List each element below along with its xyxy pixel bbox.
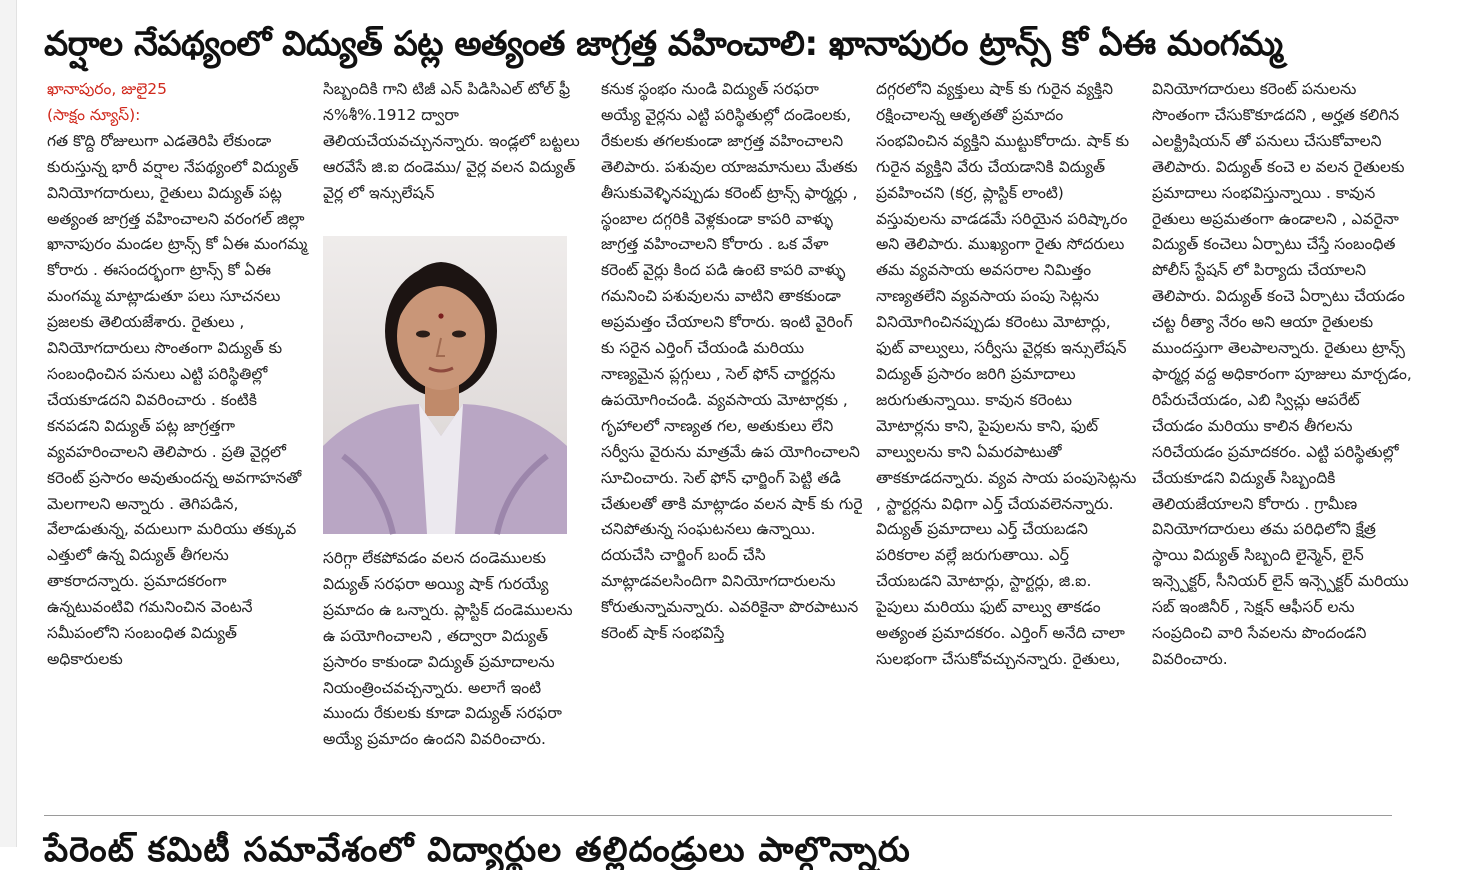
person-portrait-image — [323, 236, 567, 534]
article-divider — [44, 815, 1392, 816]
column-text-5: దగ్గరలోని వ్యక్తులు షాక్ కు గురైన వ్యక్తిని రక్షించాలన్న ఆతృతతో ప్రమాదం సంభవించిన వ్యక్తిని ముట్టుకోరాదు. షాక్ కు గురైన వ్యక్తిని వేరు చేయడానికి విద్యుత్ ప్రవహించని (కర్ర, ప్లాస్టిక్ లాంటి) వస్తువులను వాడడమే సరియైన పరిష్కారం అని తెలిపారు. ముఖ్యంగా రైతు సోదరులు తమ వ్యవసాయ అవసరాల నిమిత్తం నాణ్యతలేని వ్యవసాయ పంపు సెట్లను వినియోగించినప్పుడు కరెంటు మోటార్లు, ఫుట్ వాల్వులు, సర్వీసు వైర్లకు ఇన్సులేషన్ విద్యుత్ ప్రసారం జరిగి ప్రమాదాలు జరుగుతున్నాయి. కావున కరెంటు మోటార్లను కాని, పైపులను కాని, ఫుట్ వాల్వులను కాని ఏమరపాటుతో తాకకూడదన్నారు. వ్యవ సాయ పంపుసెట్లను , స్టార్టర్లను విధిగా ఎర్త్ చేయవలెనన్నారు. విద్యుత్ ప్రమాదాలు ఎర్త్ చేయబడని పరికరాల వల్లే జరుగుతాయి. ఎర్త్ చేయబడని మోటార్లు, స్టార్టర్లు, జి.ఐ. పైపులు మరియు ఫుట్ వాల్వు తాకడం అత్యంత ప్రమాదకరం. ఎర్తింగ్ అనేది చాలా సులభంగా చేసుకోవచ్చునన్నారు. రైతులు, — [876, 80, 1137, 668]
page-left-edge — [0, 0, 17, 847]
news-source: (సాక్షం న్యూస్): — [47, 105, 141, 124]
article-column-5 — [1152, 77, 1414, 673]
next-article-headline — [44, 830, 1424, 870]
column-text-3: సరిగ్గా లేకపోవడం వలన దండెములకు విద్యుత్ సరఫరా అయ్యి షాక్ గురయ్యే ప్రమాదం ఉ ఒన్నారు. ప్లాస్టిక్ దండెములను ఉ పయోగించాలని , తద్వారా విద్యుత్ ప్రసారం కాకుండా విద్యుత్ ప్రమాదాలను నియంత్రించవచ్చన్నారు. అలాగే ఇంటి ముందు రేకులకు కూడా విద్యుత్ సరఫరా అయ్యే ప్రమాదం ఉందని వివరించారు. — [323, 549, 573, 749]
article-column-2-bottom — [323, 546, 585, 753]
next-article-headline-text: పేరెంట్ కమిటీ సమావేశంలో విద్యార్థుల తల్లిదండ్రులు పాల్గొన్నారు — [44, 830, 911, 870]
article-column-2-top — [323, 77, 585, 207]
article-column-4 — [876, 77, 1138, 673]
column-text-6: వినియోగదారులు కరెంట్ పనులను సొంతంగా చేసుకొకూడదని , అర్హత కలిగిన ఎలక్ట్రిషియన్ తో పనులు చేసుకోవాలని తెలిపారు. విద్యుత్ కంచె ల వలన రైతులకు ప్రమాదాలు సంభవిస్తున్నాయి . కావున రైతులు అప్రమతంగా ఉండాలని , ఎవరైనా విద్యుత్ కంచెలు ఏర్పాటు చేస్తే సంబంధిత పోలీస్ స్టేషన్ లో పిర్యాదు చేయాలని తెలిపారు. విద్యుత్ కంచె ఏర్పాటు చేయడం చట్ట రీత్యా నేరం అని ఆయా రైతులకు ముందస్తుగా తెలపాలన్నారు. రైతులు ట్రాన్స్ ఫార్మర్ల వద్ద అధికారంగా పూజులు మార్చడం, రిపేరుచేయడం, ఎబి స్విచ్లు ఆపరేట్ చేయడం మరియు కాలిన తీగలను సరిచేయడం ప్రమాదకరం. ఎట్టి పరిస్థితుల్లో చేయకూడని విద్యుత్ సిబ్బందికి తెలియజేయాలని కోరారు . గ్రామీణ వినియోగదారులు తమ పరిధిలోని క్షేత్ర స్థాయి విద్యుత్ సిబ్బంది లైన్మెన్, లైన్ ఇన్స్పెక్టర్, సీనియర్ లైన్ ఇన్స్పెక్టర్ మరియు సబ్ ఇంజినీర్ , సెక్షన్ ఆఫీసర్ లను సంప్రదించి వారి సేవలను పొందండని వివరించారు. — [1152, 80, 1412, 668]
article-column-3 — [601, 77, 863, 647]
reporter-photo — [323, 236, 567, 534]
column-text-1: గత కొద్ది రోజులుగా ఎడతెరిపి లేకుండా కురుస్తున్న భారీ వర్షాల నేపథ్యంలో విద్యుత్ వినియోగదారులు, రైతులు విద్యుత్ పట్ల అత్యంత జాగ్రత్త వహించాలని వరంగల్ జిల్లా ఖానాపురం మండల ట్రాన్స్ కో ఏఈ మంగమ్మ కోరారు . ఈసందర్భంగా ట్రాన్స్ కో ఏఈ మంగమ్మ మాట్లాడుతూ పలు సూచనలు ప్రజలకు తెలియజేశారు. రైతులు , వినియోగదారులు సొంతంగా విద్యుత్ కు సంబంధించిన పనులు ఎట్టి పరిస్థితిల్లో చేయకూడదని వివరించారు . కంటికి కనపడని విద్యుత్ పట్ల జాగ్రత్తగా వ్యవహరించాలని తెలిపారు . ప్రతి వైర్లలో కరెంట్ ప్రసారం అవుతుందన్న అవగాహనతో మెలగాలని అన్నారు . తెగిపడిన, వేలాడుతున్న, వదులుగా మరియు తక్కువ ఎత్తులో ఉన్న విద్యుత్ తీగలను తాకరాదన్నారు. ప్రమాదకరంగా ఉన్నటువంటివి గమనించిన వెంటనే సమీపంలోని సంబంధిత విద్యుత్ అధికారులకు — [47, 131, 308, 668]
article-column-1 — [47, 77, 309, 673]
article-headline: వర్షాల నేపథ్యంలో విద్యుత్ పట్ల అత్యంత జాగ్రత్త వహించాలి: ఖానాపురం ట్రాన్స్ కో ఏఈ మంగమ్మ — [44, 24, 1283, 64]
column-text-4: కనుక స్థంభం నుండి విద్యుత్ సరఫరా అయ్యే వైర్లను ఎట్టి పరిస్థితుల్లో దండెంలకు, రేకులకు తగలకుండా జాగ్రత్త వహించాలని తెలిపారు. పశువుల యాజమానులు మేతకు తీసుకువెళ్ళినప్పుడు కరెంట్ ట్రాన్స్ ఫార్మర్లు , స్థంబాల దగ్గరికి వెళ్లకుండా కాపరి వాళ్ళు జాగ్రత్త వహించాలని కోరారు . ఒక వేళా కరెంట్ వైర్లు కింద పడి ఉంటె కాపరి వాళ్ళు గమనించి పశువులను వాటిని తాకకుండా అప్రమత్తం చేయాలని కోరారు. ఇంటి వైరింగ్ కు సరైన ఎర్తింగ్ చేయండి మరియు నాణ్యమైన ప్లగ్గులు , సెల్ ఫోన్ చార్జర్లను ఉపయోగించండి. వ్యవసాయ మోటార్లకు , గృహాలలో నాణ్యత గల, అతుకులు లేని సర్వీసు వైరును మాత్రమే ఉప యోగించాలని సూచించారు. సెల్ ఫోన్ ఛార్జింగ్ పెట్టి తడి చేతులతో తాకి మాట్లాడం వలన షాక్ కు గురై చనిపోతున్న సంఘటనలు ఉన్నాయి. దయచేసి చార్జింగ్ బంద్ చేసి మాట్లాడవలసిందిగా వినియోగదారులను కోరుతున్నామన్నారు. ఎవరికైనా పొరపాటున కరెంట్ షాక్ సంభవిస్తే — [601, 80, 863, 643]
column-text-2: సిబ్బందికి గాని టిజీ ఎన్ పిడిసిఎల్ టోల్ ఫ్రీ న%శీ%.1912 ద్వారా తెలియచేయవచ్చునన్నారు. ఇండ్లలో బట్టలు ఆరవేసే జి.ఐ దండెము/ వైర్ల వలన విద్యుత్ వైర్ల లో ఇన్సులేషన్ — [323, 80, 580, 202]
dateline: ఖానాపురం, జులై25 — [47, 80, 167, 98]
